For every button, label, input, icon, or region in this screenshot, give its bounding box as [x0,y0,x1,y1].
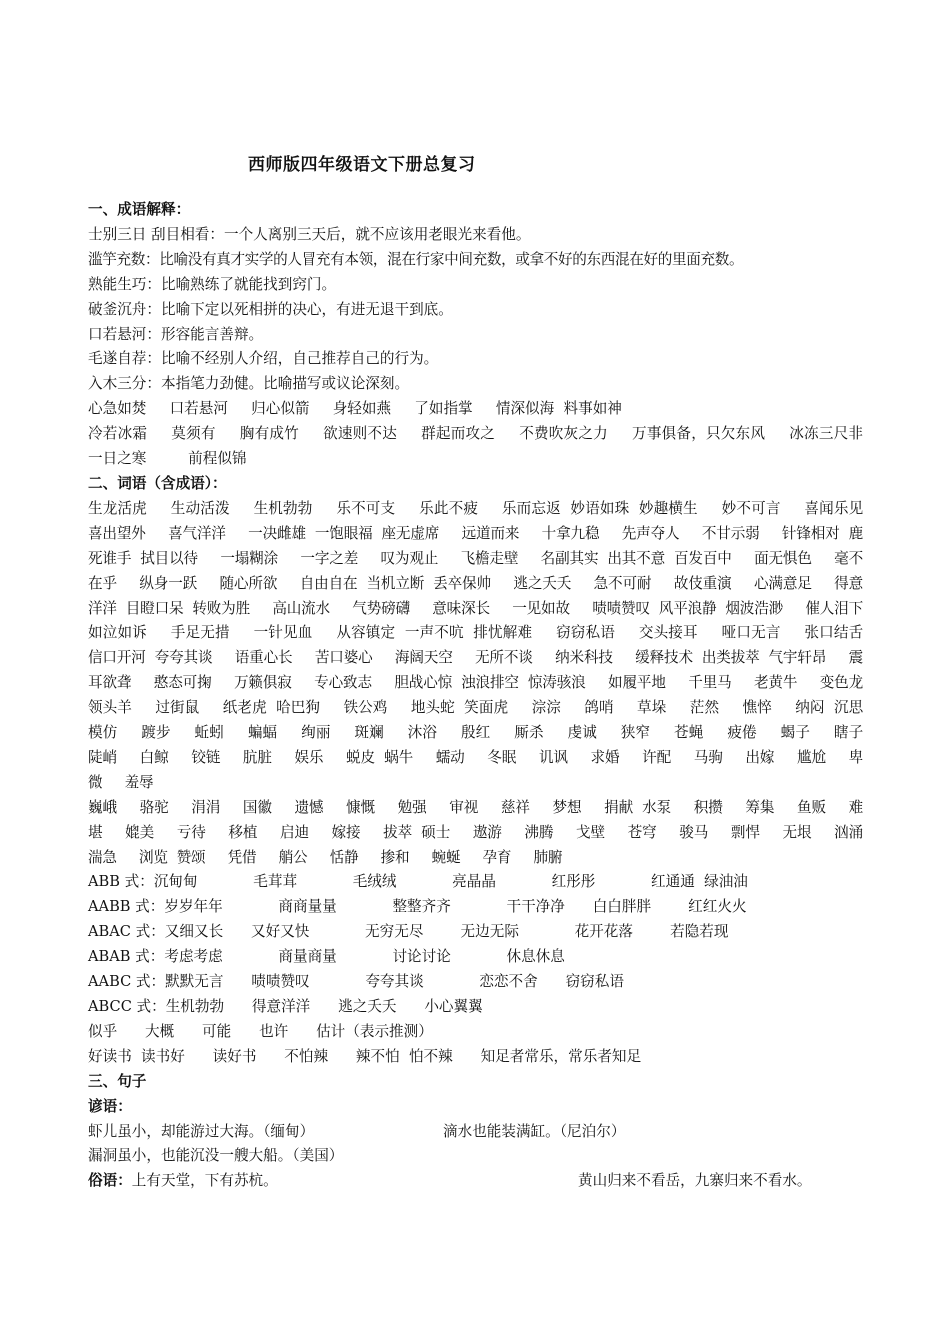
idiom-line: 心急如焚 口若悬河 归心似箭 身轻如燕 了如指掌 情深似海 料事如神 [88,400,622,418]
word-pattern-line: ABCC 式：生机勃勃 得意洋洋 逃之夭夭 小心翼翼 [88,998,483,1015]
word-pattern-line: ABAC 式：又细又长 又好又快 无穷无尽 无边无际 花开花落 若隐若现 [88,923,729,941]
idiom-line: 士别三日 刮目相看：一个人离别三天后，就不应该用老眼光来看他。 [88,225,531,243]
word-pattern-line: 好读书 读书好 读好书 不怕辣 辣不怕 怕不辣 知足者常乐，常乐者知足 [88,1047,642,1065]
proverb-text: 漏洞虽小，也能沉没一艘大船。（美国） [88,1147,344,1165]
word-pattern-line: ABB 式：沉甸甸 毛茸茸 毛绒绒 亮晶晶 红彤彤 红通通 绿油油 [88,873,748,891]
proverb-text: 滴水也能装满缸。（尼泊尔） [443,1122,626,1140]
idiom-line: 口若悬河：形容能言善辩。 [88,325,264,343]
proverb-row [88,1120,863,1145]
section-heading-idiom-explanations: 一、成语解释： [88,201,191,218]
page-title: 西师版四年级语文下册总复习 [248,155,476,175]
saying-label: 俗语： [88,1172,132,1190]
saying-row [88,1169,863,1194]
vocabulary-paragraph: 生龙活虎 生动活泼 生机勃勃 乐不可支 乐此不疲 乐而忘返 妙语如珠 妙趣横生 妙不可言 喜闻乐见 喜出望外 喜气洋洋 一决雌雄 一饱眼福 座无虚席 远道而来 十拿九稳 先声夺人 不甘示弱 针锋相对 鹿死谁手 拭目以待 一塌糊涂 一字之差 叹为观止 飞檐走壁 名副其实 出其不意 百发百中 面无惧色 毫不在乎 纵身一跃 随心所欲 自由自在 当机立断 丢卒保帅 逃之夭夭 急不可耐 故伎重演 心满意足 得意洋洋 目瞪口呆 转败为胜 高山流水 气势磅礴 意味深长 一见如故 啧啧赞叹 风平浪静 烟波浩渺 催人泪下 如泣如诉 手足无措 一针见血 从容镇定 一声不吭 排忧解难 窃窃私语 交头接耳 哑口无言 张口结舌 信口开河 夸夸其谈 语重心长 苦口婆心 海阔天空 无所不谈 纳米科技 缓释技术 出类拔萃 气宇轩昂 震耳欲聋 憨态可掬 万籁俱寂 专心致志 胆战心惊 浊浪排空 惊涛骇浪 如履平地 千里马 老黄牛 变色龙 领头羊 过街鼠 纸老虎 哈巴狗 铁公鸡 地头蛇 笑面虎 淙淙 鸽哨 草垛 茫然 憔悴 纳闷 沉思 模仿 踱步 蚯蚓 蝙蝠 绚丽 斑斓 沐浴 殷红 厮杀 虔诚 狭窄 苍蝇 疲倦 蝎子 瞎子 陡峭 白鲸 铰链 肮脏 娱乐 蜕皮 蜗牛 蠕动 冬眠 讥讽 求婚 许配 马驹 出嫁 尴尬 卑微 羞辱 [88,499,886,791]
proverb-label: 谚语： [88,1097,132,1115]
section-heading-sentences: 三、句子 [88,1072,147,1090]
vocabulary-paragraph: 巍峨 骆驼 涓涓 国徽 遗憾 慷慨 勉强 审视 慈祥 梦想 捐献 水泵 积攒 筹集 鱼贩 难堪 媲美 亏待 移植 启迪 嫁接 拔萃 硕士 遨游 沸腾 戈壁 苍穹 骏马 剽悍 无垠 汹涌 湍急 浏览 赞颂 凭借 艄公 恬静 掺和 蜿蜒 孕育 肺腑 [88,798,886,866]
section-heading-vocabulary: 二、词语（含成语）： [88,474,227,492]
word-pattern-line: AABB 式：岁岁年年 商商量量 整整齐齐 干干净净 白白胖胖 红红火火 [88,898,747,916]
document-body [88,198,886,1194]
idiom-line: 熟能生巧：比喻熟练了就能找到窍门。 [88,275,337,293]
idiom-line: 毛遂自荐：比喻不经别人介绍，自己推荐自己的行为。 [88,350,439,368]
idiom-paragraph: 冷若冰霜 莫须有 胸有成竹 欲速则不达 群起而攻之 不费吹灰之力 万事俱备，只欠东风 冰冻三尺非一日之寒 前程似锦 [88,425,863,468]
saying-text: 黄山归来不看岳，九寨归来不看水。 [578,1172,812,1190]
idiom-line: 入木三分：本指笔力劲健。比喻描写或议论深刻。 [88,375,410,393]
word-pattern-line: ABAB 式：考虑考虑 商量商量 讨论讨论 休息休息 [88,948,565,966]
word-pattern-line: 似乎 大概 可能 也许 估计（表示推测） [88,1022,433,1040]
idiom-line: 破釜沉舟：比喻下定以死相拼的决心，有进无退干到底。 [88,300,453,318]
saying-text: 上有天堂，下有苏杭。 [131,1172,278,1190]
word-pattern-line: AABC 式：默默无言 啧啧赞叹 夸夸其谈 恋恋不舍 窃窃私语 [88,973,624,991]
proverb-text: 虾儿虽小，却能游过大海。（缅甸） [88,1122,315,1140]
idiom-line: 滥竽充数：比喻没有真才实学的人冒充有本领，混在行家中间充数，或拿不好的东西混在好的里面充数。 [88,250,744,268]
